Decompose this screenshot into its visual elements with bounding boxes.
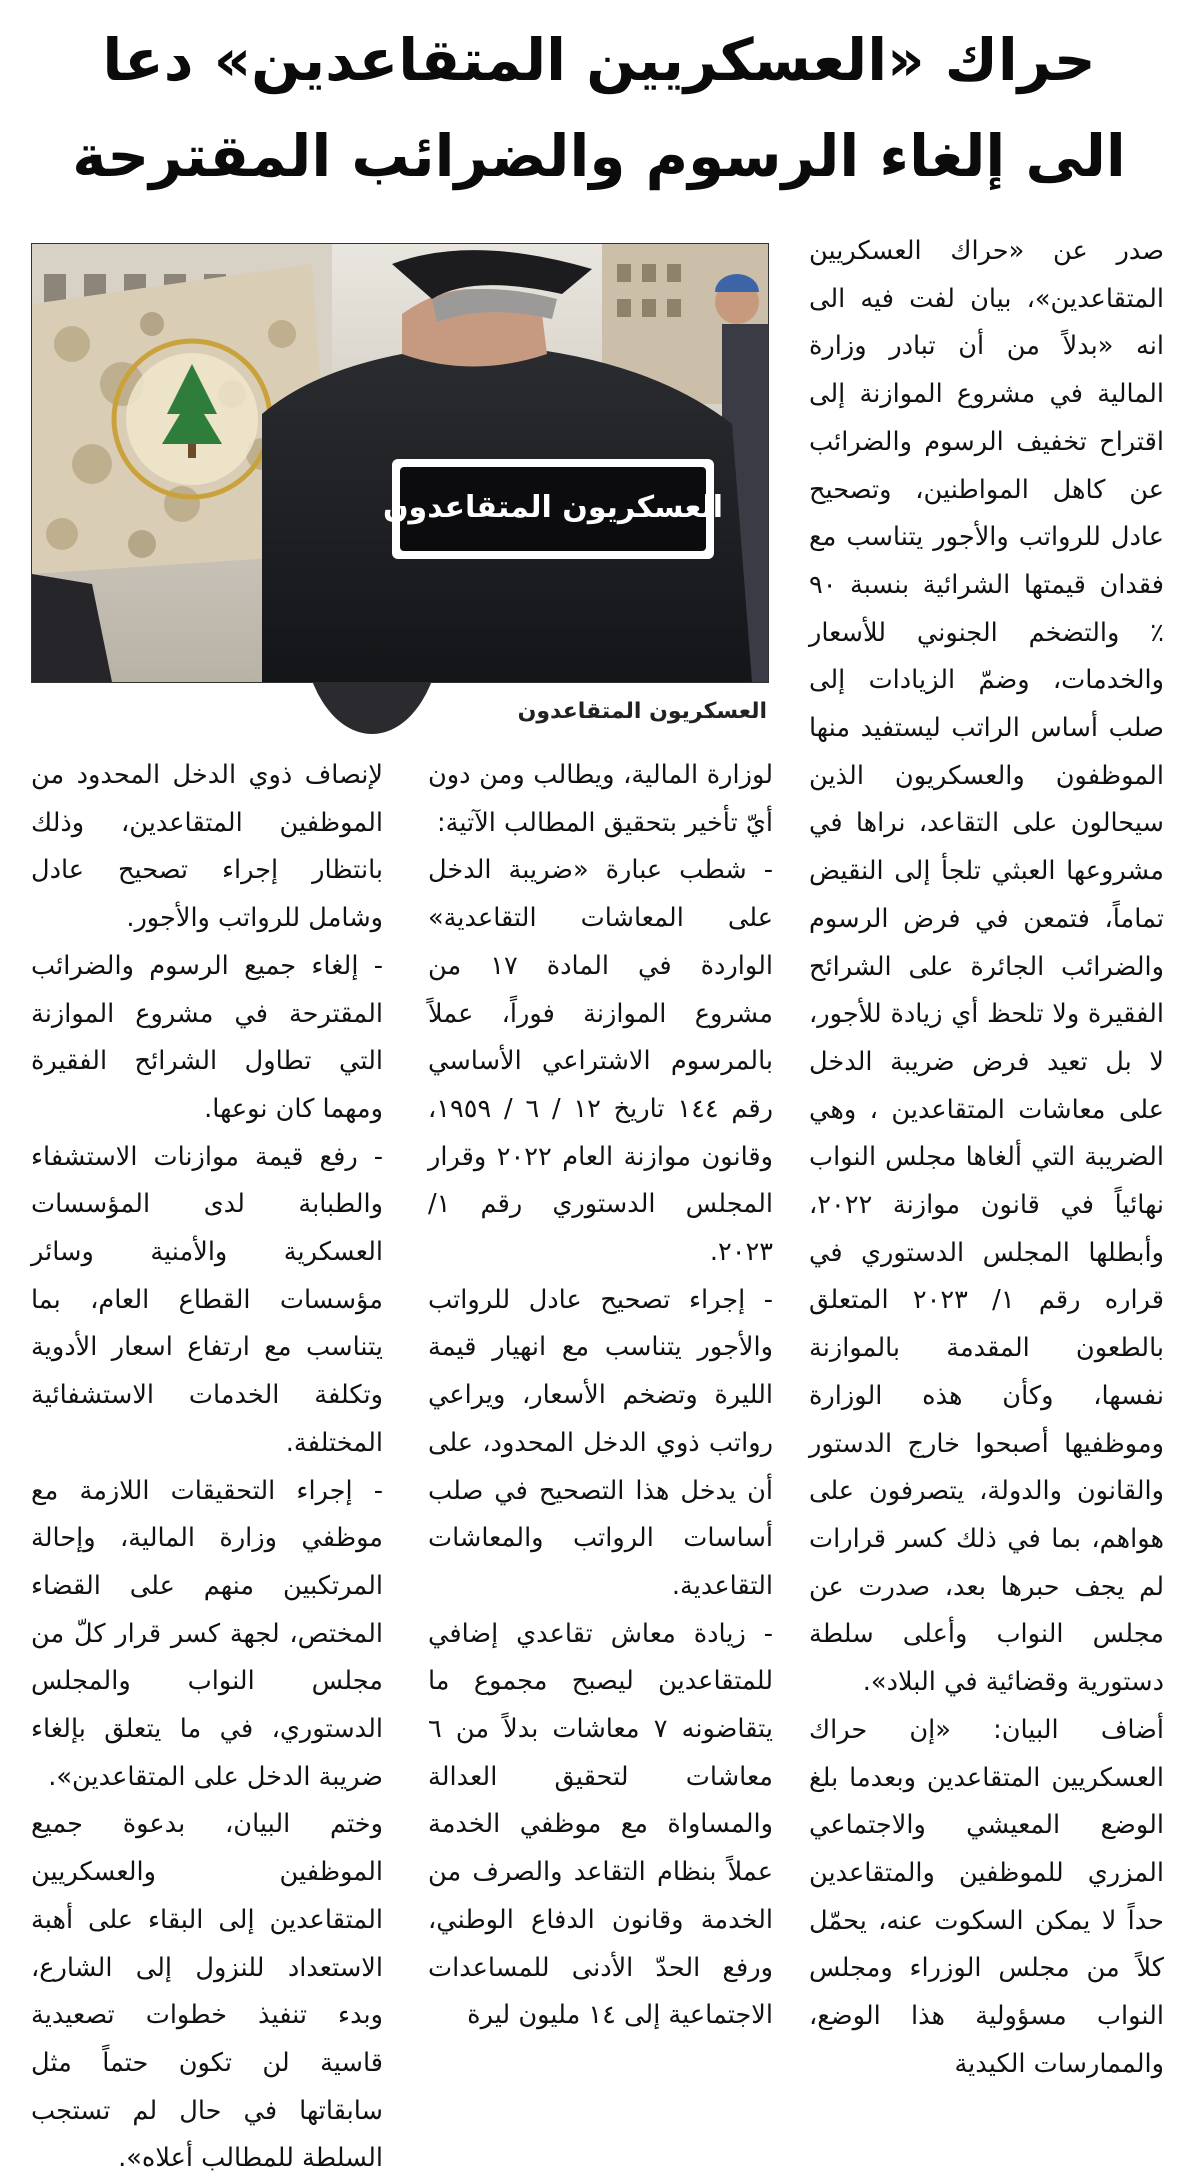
paragraph: لوزارة المالية، ويطالب ومن دون أيّ تأخير بتحقيق المطالب الآتية: bbox=[428, 760, 773, 838]
paragraph: - إجراء التحقيقات اللازمة مع موظفي وزارة المالية، وإحالة المرتكبين منهم على القضاء المختص، لجهة كسر قرار كلّ من مجلس النواب والمجلس الدستوري، في ما يتعلق بإلغاء ضريبة الدخل على المتقاعدين». bbox=[31, 1475, 383, 1792]
headline-line-2: الى إلغاء الرسوم والضرائب المقترحة bbox=[72, 122, 1126, 190]
paragraph: أضاف البيان: «إن حراك العسكريين المتقاعدين وبعدما بلغ الوضع المعيشي والاجتماعي المزري للموظفين والمتقاعدين حداً لا يمكن السكوت عنه، يحمّل كلاً من مجلس الوزراء ومجلس النواب مسؤولية هذا الوضع، والممارسات الكيدية bbox=[809, 1714, 1164, 2079]
paragraph: - رفع قيمة موازنات الاستشفاء والطبابة لدى المؤسسات العسكرية والأمنية وسائر مؤسسات القطاع العام، بما يتناسب مع ارتفاع اسعار الأدوية وتكلفة الخدمات الاستشفائية المختلفة. bbox=[31, 1141, 383, 1458]
photo-illustration bbox=[32, 244, 768, 682]
paragraph: صدر عن «حراك العسكريين المتقاعدين»، بيان لفت فيه الى انه «بدلاً من أن تبادر وزارة المالية في مشروع الموازنة إلى اقتراح تخفيف الرسوم والضرائب عن كاهل المواطنين، وتصحيح عادل للرواتب والأجور يتناسب مع فقدان قيمتها الشرائية بنسبة ٩٠ ٪ والتضخم الجنوني للأسعار والخدمات، وضمّ الزيادات إلى صلب أساس الراتب ليستفيد منها الموظفون والعسكريون الذين سيحالون على التقاعد، نراها في مشروعها العبثي تلجأ إلى النقيض تماماً، فتمعن في فرض الرسوم والضرائب الجائرة على الشرائح الفقيرة ولا تلحظ أي زيادة للأجور، لا بل تعيد فرض ضريبة الدخل على معاشات المتقاعدين ، وهي الضريبة التي ألغاها مجلس النواب نهائياً في قانون موازنة ٢٠٢٢، وأبطلها المجلس الدستوري في قراره رقم ١/ ٢٠٢٣ المتعلق بالطعون المقدمة بالموازنة نفسها، وكأن هذه الوزارة وموظفيها أصبحوا خارج الدستور والقانون والدولة، يتصرفون على هواهم، بما في ذلك كسر قرارات لم يجف حبرها بعد، صدرت عن مجلس النواب وأعلى سلطة دستورية وقضائية في البلاد». bbox=[809, 236, 1165, 1698]
headline-line-1: حراك «العسكريين المتقاعدين» دعا bbox=[102, 26, 1096, 94]
article-column-left bbox=[31, 752, 383, 2174]
paragraph: - شطب عبارة «ضريبة الدخل على المعاشات التقاعدية» الواردة في المادة ١٧ من مشروع الموازنة فوراً، عملاً بالمرسوم الاشتراعي الأساسي رقم ١٤٤ تاريخ ١٢ / ٦ / ١٩٥٩، وقانون موازنة العام ٢٠٢٢ وقرار المجلس الدستوري رقم ١/ ٢٠٢٣. bbox=[428, 855, 773, 1268]
photo-caption: العسكريون المتقاعدون bbox=[517, 699, 767, 724]
jacket-patch-text: العسكريون المتقاعدون bbox=[382, 490, 724, 525]
paragraph: وختم البيان، بدعوة جميع الموظفين والعسكريين المتقاعدين إلى البقاء على أهبة الاستعداد للنزول إلى الشارع، وبدء تنفيذ خطوات تصعيدية قاسية لن تكون حتماً مثل سابقاتها في حال لم تستجب السلطة للمطالب أعلاه». bbox=[31, 1809, 383, 2174]
article-headline bbox=[20, 12, 1178, 204]
paragraph: لإنصاف ذوي الدخل المحدود من الموظفين المتقاعدين، وذلك بانتظار إجراء تصحيح عادل وشامل للرواتب والأجور. bbox=[31, 760, 383, 934]
paragraph: - زيادة معاش تقاعدي إضافي للمتقاعدين ليصبح مجموع ما يتقاضونه ٧ معاشات بدلاً من ٦ معاشات لتحقيق العدالة والمساواة مع موظفي الخدمة عملاً بنظام التقاعد والصرف من الخدمة وقانون الدفاع الوطني، ورفع الحدّ الأدنى للمساعدات الاجتماعية إلى ١٤ مليون ليرة bbox=[428, 1618, 773, 2031]
article-photo bbox=[31, 243, 769, 683]
article-column-middle bbox=[428, 752, 773, 2118]
article-column-right bbox=[809, 228, 1164, 2118]
paragraph: - إلغاء جميع الرسوم والضرائب المقترحة في مشروع الموازنة التي تطاول الشرائح الفقيرة ومهما كان نوعها. bbox=[31, 950, 383, 1124]
paragraph: - إجراء تصحيح عادل للرواتب والأجور يتناسب مع انهيار قيمة الليرة وتضخم الأسعار، ويراعي رواتب ذوي الدخل المحدود، على أن يدخل هذا التصحيح في صلب أساسات الرواتب والمعاشات التقاعدية. bbox=[428, 1284, 773, 1601]
